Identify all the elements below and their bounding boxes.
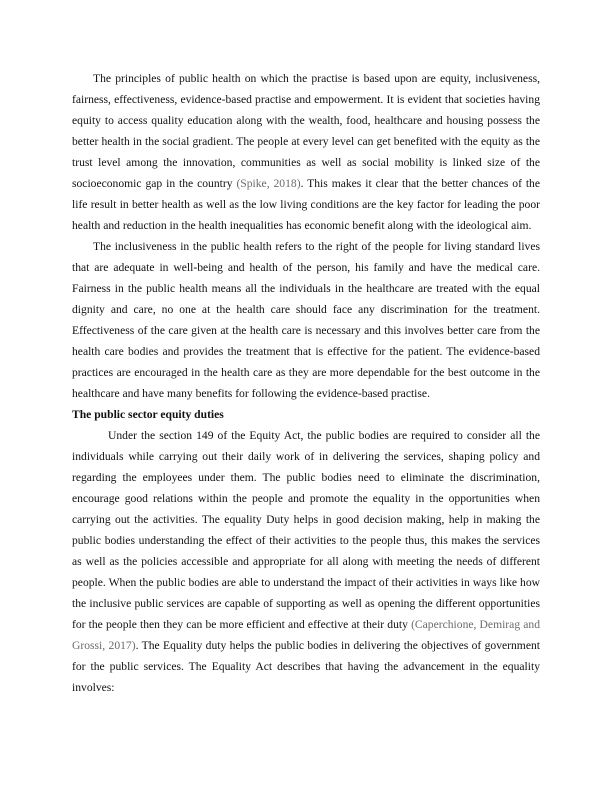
document-page: [72, 68, 540, 698]
paragraph-principles-text-1: The principles of public health on which the practise is based upon are equity, inclusiveness, fairness, effectiveness, evidence-based practise and empowerment. It is evident that societies having equity to access quality education along with the wealth, food, healthcare and housing possess the better health in the social gradient. The people at every level can get benefited with the equity as the trust level among the innovation, communities as well as social mobility is linked size of the socioeconomic gap in the country: [72, 72, 540, 190]
paragraph-equity-duties: [72, 425, 540, 698]
citation-spike: (Spike, 2018): [236, 177, 301, 190]
paragraph-principles: [72, 68, 540, 236]
citation-caperchione: (Caperchione, Demirag and Grossi, 2017): [72, 618, 540, 652]
section-heading: The public sector equity duties: [72, 408, 224, 421]
paragraph-principles-text-2: . This makes it clear that the better chances of the life result in better health as well as the low living conditions are the key factor for leading the poor health and reduction in the health inequalities has economic benefit along with the ideological aim.: [72, 177, 541, 232]
paragraph-inclusiveness-text: The inclusiveness in the public health refers to the right of the people for living standard lives that are adequate in well-being and health of the person, his family and have the medical care. Fairness in the public health means all the individuals in the healthcare are treated with the equal dignity and care, no one at the health care should face any discrimination for the treatment. Effectiveness of the care given at the health care is necessary and this involves better care from the health care bodies and provides the treatment that is effective for the patient. The evidence-based practices are encouraged in the health care as they are more dependable for the best outcome in the healthcare and have many benefits for following the evidence-based practise.: [72, 240, 540, 400]
paragraph-equity-duties-text-2: . The Equality duty helps the public bodies in delivering the objectives of government for the public services. The Equality Act describes that having the advancement in the equality involves:: [72, 639, 540, 694]
paragraph-equity-duties-text-1: Under the section 149 of the Equity Act, the public bodies are required to consider all the individuals while carrying out their daily work of in delivering the services, shaping policy and regarding the employees under them. The public bodies need to eliminate the discrimination, encourage good relations within the people and promote the equality in the opportunities when carrying out the activities. The equality Duty helps in good decision making, help in making the public bodies understanding the effect of their activities to the people thus, this makes the services as well as the policies accessible and appropriate for all along with meeting the needs of different people. When the public bodies are able to understand the impact of their activities in ways like how the inclusive public services are capable of supporting as well as opening the different opportunities for the people then they can be more efficient and effective at their duty: [72, 429, 540, 631]
paragraph-inclusiveness: [72, 236, 540, 404]
